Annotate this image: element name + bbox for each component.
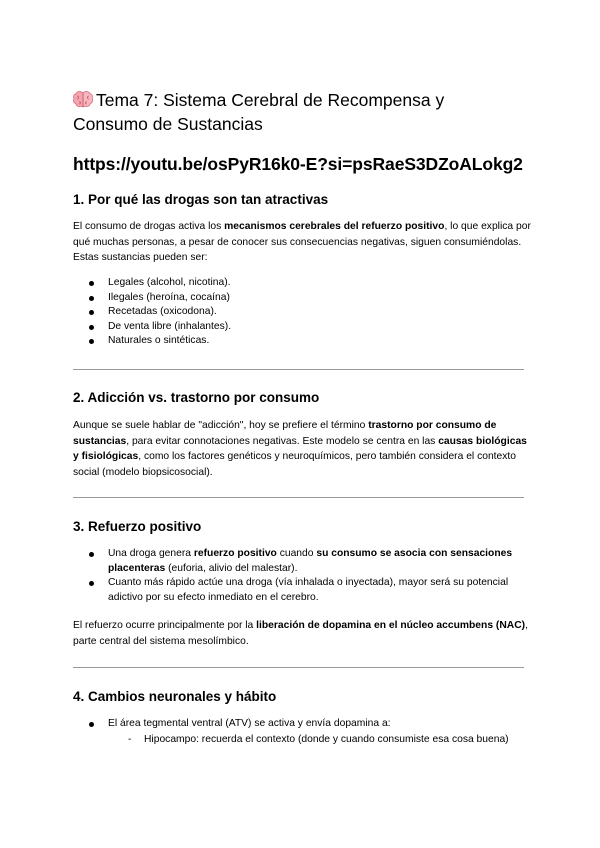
list-item: Legales (alcohol, nicotina). [73, 276, 528, 291]
divider [73, 667, 524, 668]
section-1-list [73, 276, 528, 349]
section-3-heading: 3. Refuerzo positivo [73, 519, 202, 534]
page-title [73, 88, 528, 136]
section-2-paragraph: Aunque se suele hablar de "adicción", hoy se prefiere el término trastorno por consumo de sustancias, para evitar connotaciones negativas. Este modelo se centra en las causas biológicas y fisiológicas, como los factores genéticos y neuroquímicos, pero también considera el contexto social (modelo biopsicosocial). [73, 420, 527, 478]
list-item: El área tegmental ventral (ATV) se activa y envía dopamina a: - Hipocampo: recuerda el contexto (donde y cuando consumiste esa cosa buena) [73, 717, 528, 747]
section-3-list [73, 547, 528, 605]
section-4-list [73, 717, 528, 747]
divider [73, 369, 524, 370]
divider [73, 497, 524, 498]
sub-list [108, 732, 528, 748]
section-4-heading: 4. Cambios neuronales y hábito [73, 689, 277, 704]
list-item: Naturales o sintéticas. [73, 334, 528, 349]
list-item: Una droga genera refuerzo positivo cuando su consumo se asocia con sensaciones placenteras (euforia, alivio del malestar). [73, 547, 528, 576]
title-line-1: Tema 7: Sistema Cerebral de Recompensa y [96, 90, 445, 110]
brain-icon [73, 91, 93, 108]
section-1-heading: 1. Por qué las drogas son tan atractivas [73, 192, 329, 207]
list-item: Ilegales (heroína, cocaína) [73, 291, 528, 306]
list-item: Cuanto más rápido actúe una droga (vía inhalada o inyectada), mayor será su potencial adictivo por su efecto inmediato en el cerebro. [73, 576, 528, 605]
title-line-2: Consumo de Sustancias [73, 114, 263, 134]
section-2-heading: 2. Adicción vs. trastorno por consumo [73, 390, 320, 405]
section-1-paragraph: El consumo de drogas activa los mecanismos cerebrales del refuerzo positivo, lo que explica por qué muchas personas, a pesar de conocer sus consecuencias negativas, siguen consumiéndolas. Estas sustancias pueden ser: [73, 221, 531, 263]
sub-list-item: - Hipocampo: recuerda el contexto (donde y cuando consumiste esa cosa buena) [128, 733, 509, 745]
video-link[interactable]: https://youtu.be/osPyR16k0-E?si=psRaeS3DZoALokg2 [73, 154, 523, 174]
list-item: Recetadas (oxicodona). [73, 305, 528, 320]
section-3-paragraph: El refuerzo ocurre principalmente por la liberación de dopamina en el núcleo accumbens (NAC), parte central del sistema mesolímbico. [73, 620, 528, 647]
list-item: De venta libre (inhalantes). [73, 320, 528, 335]
